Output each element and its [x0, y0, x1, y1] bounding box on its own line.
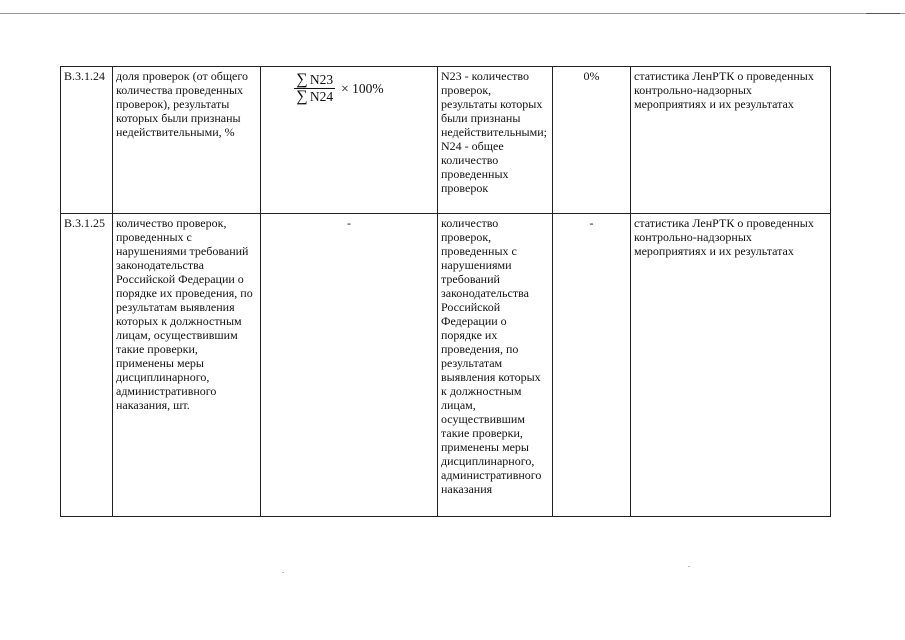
indicators-table [60, 66, 831, 517]
indicator-code: В.3.1.24 [61, 67, 113, 214]
target-value: - [553, 214, 631, 517]
target-value: 0% [553, 67, 631, 214]
formula-multiplier: × 100% [341, 80, 384, 96]
formula-dash: - [347, 216, 351, 230]
formula-cell [261, 214, 438, 517]
scan-speck [282, 572, 284, 573]
scan-top-line [0, 13, 905, 14]
formula [264, 73, 414, 104]
scan-top-line-right [866, 13, 900, 14]
indicator-code: В.3.1.25 [61, 214, 113, 517]
formula-numerator: ∑ N23 [296, 71, 334, 88]
data-source: статистика ЛенРТК о проведенных контрольно-надзорных мероприятиях и их результатах [631, 67, 831, 214]
variable-definitions: N23 - количество проверок, результаты которых были признаны недействительными; N24 - общее количество проведенных проверок [438, 67, 553, 214]
variable-definitions: количество проверок, проведенных с нарушениями требований законодательства Российской Федерации о порядке их проведения, по результатам выявления которых к должностным лицам, осуществившим такие проверки, применены меры дисциплинарного, административного наказания [438, 214, 553, 517]
indicator-name: доля проверок (от общего количества проведенных проверок), результаты которых были признаны недействительными, % [113, 67, 261, 214]
table-row [61, 214, 831, 517]
scan-speck [688, 566, 690, 567]
formula-cell [261, 67, 438, 214]
formula-fraction [294, 73, 335, 104]
indicator-name: количество проверок, проведенных с нарушениями требований законодательства Российской Федерации о порядке их проведения, по результатам выявления которых к должностным лицам, осуществившим такие проверки, применены меры дисциплинарного, административного наказания, шт. [113, 214, 261, 517]
table-row [61, 67, 831, 214]
formula-denominator: ∑ N24 [296, 88, 334, 105]
data-source: статистика ЛенРТК о проведенных контрольно-надзорных мероприятиях и их результатах [631, 214, 831, 517]
